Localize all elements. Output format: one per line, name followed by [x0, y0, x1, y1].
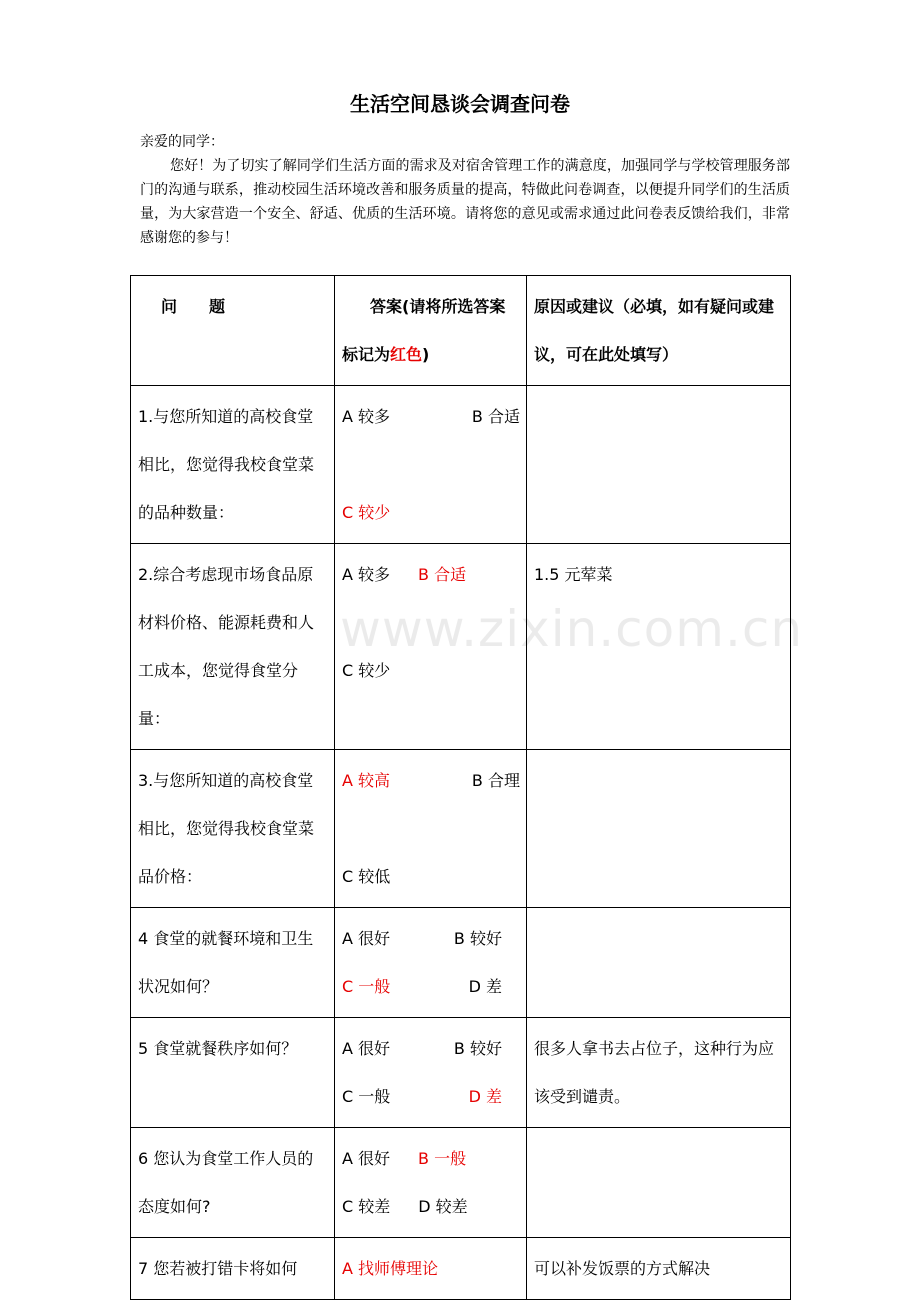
answer-option[interactable]: A 较多: [342, 565, 391, 584]
answer-option-row: [342, 963, 520, 1011]
answer-option[interactable]: B 合适: [471, 407, 520, 426]
question-cell: 2.综合考虑现市场食品原材料价格、能源耗费和人工成本，您觉得食堂分量：: [131, 544, 335, 750]
answer-option[interactable]: A 找师傅理论: [342, 1259, 439, 1278]
table-row: [131, 1128, 791, 1238]
answer-option-row: [342, 551, 520, 599]
answer-option[interactable]: C 较低: [342, 867, 391, 886]
answer-option[interactable]: B 较好: [453, 929, 502, 948]
answer-option[interactable]: D 差: [468, 1087, 502, 1106]
answer-option[interactable]: D 较差: [418, 1197, 468, 1216]
answer-cell[interactable]: [335, 750, 527, 908]
answer-option-row: [342, 805, 520, 853]
answer-option[interactable]: A 较多: [342, 407, 391, 426]
table-row: [131, 544, 791, 750]
answer-cell[interactable]: [335, 1018, 527, 1128]
answer-option-row: [342, 1245, 520, 1293]
answer-option[interactable]: C 较少: [342, 661, 391, 680]
reason-cell[interactable]: [527, 1128, 791, 1238]
reason-cell[interactable]: 可以补发饭票的方式解决: [527, 1238, 791, 1300]
answer-option-row: [342, 647, 520, 695]
answer-option[interactable]: A 很好: [342, 929, 391, 948]
survey-table: [130, 275, 791, 1300]
header-answer: 答案(请将所选答案标记为红色): [335, 276, 527, 386]
table-row: [131, 1238, 791, 1300]
answer-option[interactable]: B 合适: [418, 565, 467, 584]
header-question: 问 题: [131, 276, 335, 386]
reason-cell[interactable]: [527, 386, 791, 544]
answer-option[interactable]: A 较高: [342, 771, 391, 790]
answer-option-row: [342, 853, 520, 901]
answer-option-row: [342, 1135, 520, 1183]
answer-option-row: [342, 489, 520, 537]
answer-option-row: [342, 915, 520, 963]
question-cell: 6 您认为食堂工作人员的态度如何?: [131, 1128, 335, 1238]
answer-option-row: [342, 599, 520, 647]
header-answer-highlight: 红色: [390, 345, 423, 364]
answer-cell[interactable]: [335, 908, 527, 1018]
answer-option-row: [342, 393, 520, 441]
answer-option-row: [342, 441, 520, 489]
answer-option[interactable]: B 较好: [453, 1039, 502, 1058]
intro-section: [140, 130, 790, 250]
answer-option[interactable]: C 一般: [342, 1087, 391, 1106]
header-reason: 原因或建议（必填，如有疑问或建议，可在此处填写）: [527, 276, 791, 386]
reason-cell[interactable]: [527, 908, 791, 1018]
answer-option[interactable]: B 合理: [471, 771, 520, 790]
reason-cell[interactable]: 1.5 元荤菜: [527, 544, 791, 750]
greeting: 亲爱的同学：: [140, 134, 224, 150]
answer-cell[interactable]: [335, 544, 527, 750]
answer-option[interactable]: A 很好: [342, 1039, 391, 1058]
reason-cell[interactable]: [527, 750, 791, 908]
answer-cell[interactable]: [335, 386, 527, 544]
question-cell: 1.与您所知道的高校食堂相比，您觉得我校食堂菜的品种数量：: [131, 386, 335, 544]
answer-cell[interactable]: [335, 1238, 527, 1300]
table-header-row: [131, 276, 791, 386]
table-row: [131, 1018, 791, 1128]
answer-option[interactable]: D 差: [468, 977, 502, 996]
answer-option-row: [342, 1025, 520, 1073]
answer-option-row: [342, 757, 520, 805]
page-title: 生活空间恳谈会调查问卷: [350, 92, 570, 116]
answer-option[interactable]: A 很好: [342, 1149, 391, 1168]
reason-cell[interactable]: 很多人拿书去占位子，这种行为应该受到谴责。: [527, 1018, 791, 1128]
answer-cell[interactable]: [335, 1128, 527, 1238]
answer-option-row: [342, 1073, 520, 1121]
question-cell: 5 食堂就餐秩序如何？: [131, 1018, 335, 1128]
question-cell: 4 食堂的就餐环境和卫生状况如何？: [131, 908, 335, 1018]
intro-paragraph: 您好！为了切实了解同学们生活方面的需求及对宿舍管理工作的满意度，加强同学与学校管理服务部门的沟通与联系，推动校园生活环境改善和服务质量的提高，特做此问卷调查，以便提升同学们的生活质量，为大家营造一个安全、舒适、优质的生活环境。请将您的意见或需求通过此问卷表反馈给我们，非常感谢您的参与！: [140, 158, 790, 246]
answer-option-row: [342, 1183, 520, 1231]
table-row: [131, 386, 791, 544]
question-cell: 7 您若被打错卡将如何: [131, 1238, 335, 1300]
watermark: www.zixin.com.cn: [340, 600, 804, 658]
table-row: [131, 750, 791, 908]
answer-option[interactable]: C 较差: [342, 1197, 391, 1216]
answer-option[interactable]: C 一般: [342, 977, 391, 996]
answer-option[interactable]: C 较少: [342, 503, 391, 522]
answer-option[interactable]: B 一般: [418, 1149, 467, 1168]
question-cell: 3.与您所知道的高校食堂相比，您觉得我校食堂菜品价格：: [131, 750, 335, 908]
table-row: [131, 908, 791, 1018]
